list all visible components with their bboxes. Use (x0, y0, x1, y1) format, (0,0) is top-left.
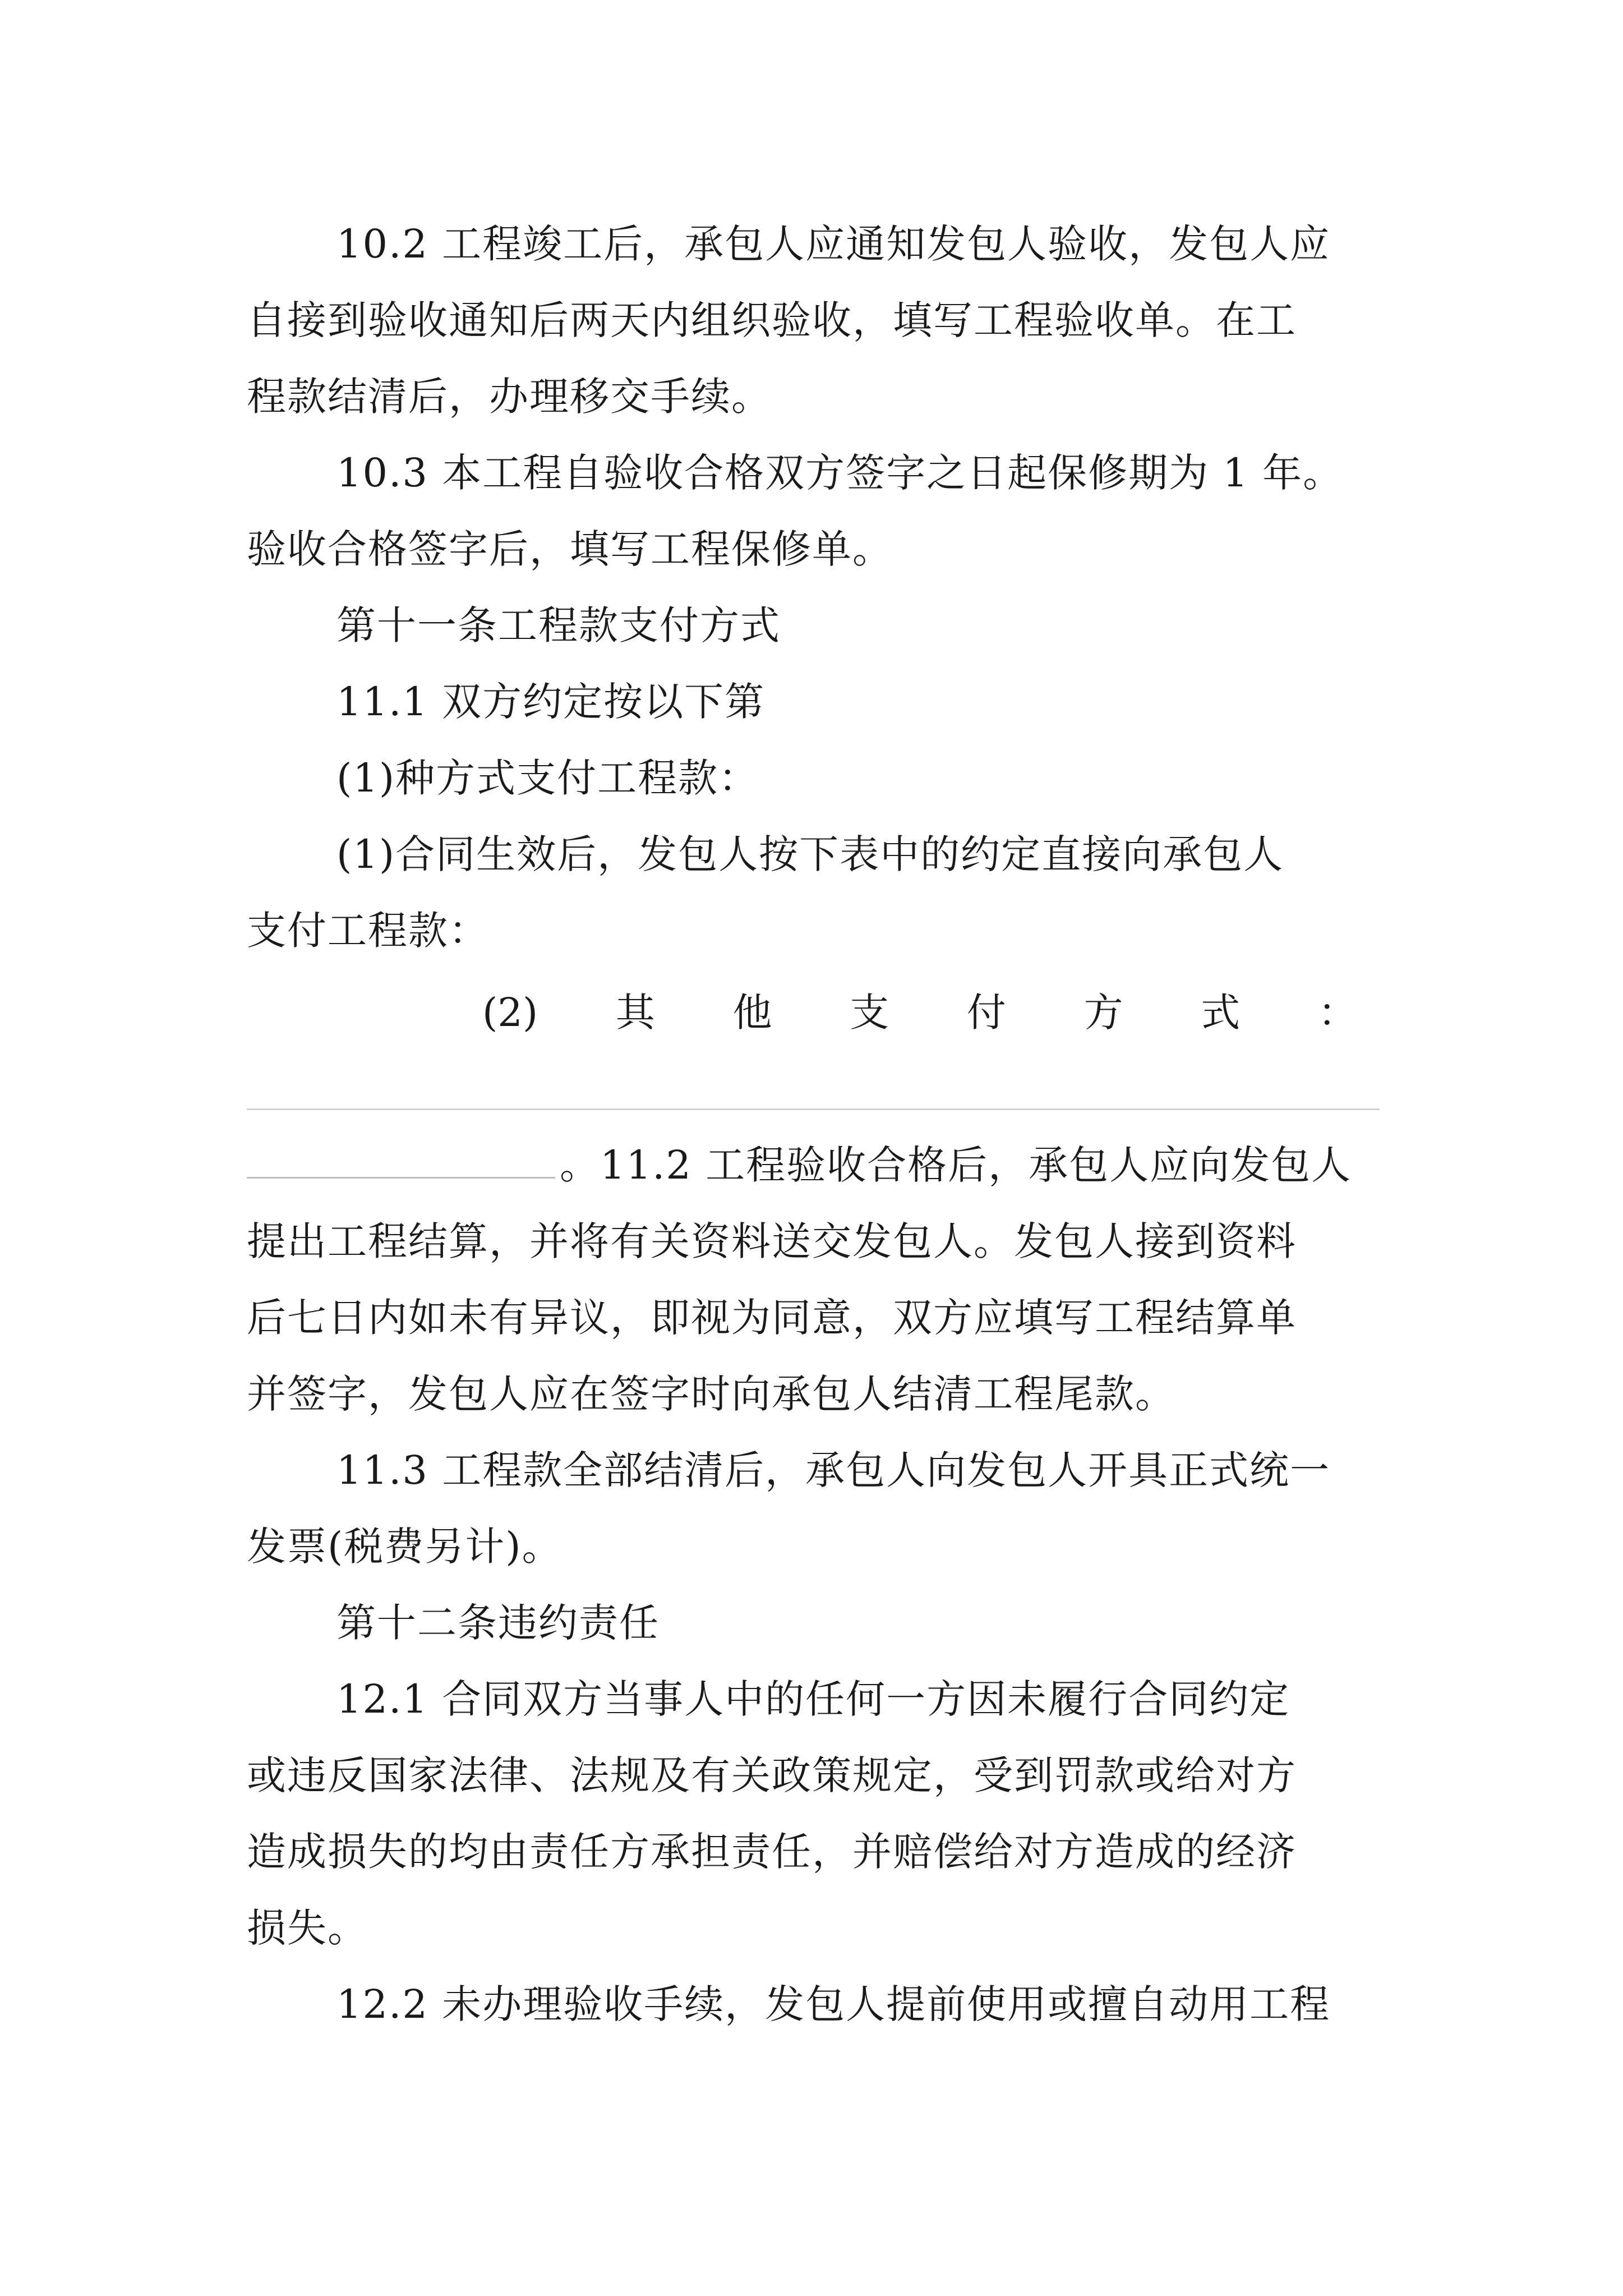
spread-char: 支 (850, 990, 889, 1036)
spread-char: 付 (966, 990, 1006, 1036)
text-line: (1)种方式支付工程款： (336, 755, 759, 801)
text-line: 程款结清后，办理移交手续。 (247, 374, 772, 420)
text-line: 并签字，发包人应在签字时向承包人结清工程尾款。 (247, 1371, 1175, 1417)
text-line: 12.2 未办理验收手续，发包人提前使用或擅自动用工程 (336, 1981, 1331, 2027)
text-line: 发票(税费另计)。 (247, 1524, 562, 1570)
spread-char: (2) (482, 990, 538, 1036)
section-heading: 第十一条工程款支付方式 (336, 602, 781, 648)
spread-char: 方 (1083, 990, 1123, 1036)
fill-in-blank (247, 1148, 555, 1179)
text-segment: 。11.2 工程验收合格后，承包人应向发包人 (560, 1142, 1352, 1188)
text-line: 11.3 工程款全部结清后，承包人向发包人开具正式统一 (336, 1447, 1331, 1493)
other-payment-method-line (482, 990, 1357, 1036)
text-line: 支付工程款： (247, 908, 489, 954)
spread-char: 他 (732, 990, 772, 1036)
text-line: 自接到验收通知后两天内组织验收，填写工程验收单。在工 (247, 297, 1297, 343)
spread-char: 其 (615, 990, 655, 1036)
text-line: 后七日内如未有异议，即视为同意，双方应填写工程结算单 (247, 1295, 1297, 1341)
text-line (247, 1142, 1352, 1188)
text-line: 10.2 工程竣工后，承包人应通知发包人验收，发包人应 (336, 221, 1331, 267)
fill-in-blank-line (247, 1108, 1380, 1110)
spread-char: 式 (1201, 990, 1241, 1036)
text-line: 验收合格签字后，填写工程保修单。 (247, 526, 893, 572)
text-line: 11.1 双方约定按以下第 (336, 679, 766, 725)
section-heading: 第十二条违约责任 (336, 1600, 660, 1646)
spread-char: ： (1317, 990, 1357, 1036)
text-line: 造成损失的均由责任方承担责任，并赔偿给对方造成的经济 (247, 1829, 1297, 1875)
text-line: 或违反国家法律、法规及有关政策规定，受到罚款或给对方 (247, 1752, 1297, 1798)
text-line: 12.1 合同双方当事人中的任何一方因未履行合同约定 (336, 1676, 1290, 1722)
text-line: 提出工程结算，并将有关资料送交发包人。发包人接到资料 (247, 1218, 1297, 1264)
text-line: 损失。 (247, 1905, 368, 1951)
text-line: (1)合同生效后，发包人按下表中的约定直接向承包人 (336, 831, 1284, 877)
text-line: 10.3 本工程自验收合格双方签字之日起保修期为 1 年。 (336, 450, 1344, 496)
